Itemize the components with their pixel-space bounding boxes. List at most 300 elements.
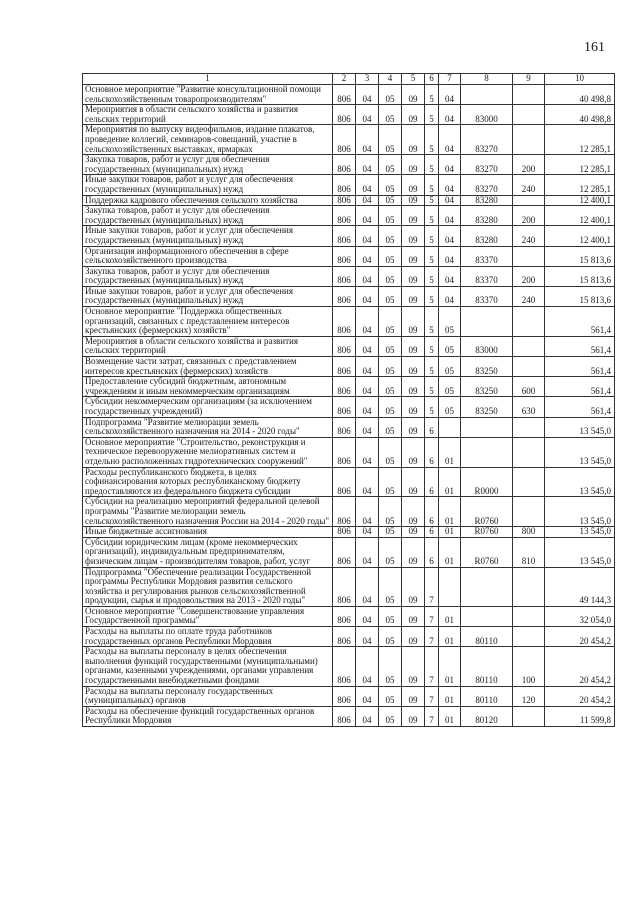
- table-row: [83, 357, 615, 377]
- header-cell: 10: [545, 74, 615, 85]
- code-direction: 83370: [461, 246, 513, 266]
- code-direction: R0760: [461, 537, 513, 567]
- code-direction: 83370: [461, 266, 513, 286]
- table-row: [83, 206, 615, 226]
- code-subprogram: 5: [425, 105, 439, 125]
- code-subsection: 05: [379, 527, 402, 538]
- code-expense-type: 600: [513, 377, 545, 397]
- code-subprogram: 7: [425, 706, 439, 726]
- code-section: 04: [356, 206, 379, 226]
- table-row: [83, 307, 615, 337]
- code-section: 04: [356, 647, 379, 686]
- code-section: 04: [356, 467, 379, 497]
- code-expense-type: 800: [513, 527, 545, 538]
- header-cell: 7: [439, 74, 461, 85]
- code-section: 04: [356, 195, 379, 206]
- row-amount: 12 400,1: [545, 195, 615, 206]
- code-section: 04: [356, 497, 379, 527]
- code-direction: [461, 417, 513, 437]
- row-description: Иные закупки товаров, работ и услуг для обеспечения государственных (муниципальных) нужд: [83, 286, 333, 306]
- code-subsection: 05: [379, 195, 402, 206]
- code-subprogram: 5: [425, 307, 439, 337]
- code-expense-type: [513, 85, 545, 105]
- row-amount: 12 400,1: [545, 226, 615, 246]
- code-admin: 806: [333, 206, 356, 226]
- table-row: [83, 85, 615, 105]
- code-program: 09: [402, 467, 425, 497]
- code-expense-type: [513, 606, 545, 626]
- code-program: 09: [402, 105, 425, 125]
- code-program: 09: [402, 706, 425, 726]
- code-activity: 05: [439, 336, 461, 356]
- code-subprogram: 6: [425, 437, 439, 467]
- row-description: Основное мероприятие "Строительство, реконструкция и техническое перевооружение мелиоративных систем и отдельно расположенных гидротехнических сооружений": [83, 437, 333, 467]
- code-admin: 806: [333, 105, 356, 125]
- code-subprogram: 7: [425, 567, 439, 606]
- code-program: 09: [402, 437, 425, 467]
- table-row: [83, 397, 615, 417]
- code-expense-type: 200: [513, 266, 545, 286]
- code-admin: 806: [333, 85, 356, 105]
- code-program: 09: [402, 226, 425, 246]
- table-row: [83, 437, 615, 467]
- header-cell: 9: [513, 74, 545, 85]
- code-admin: 806: [333, 246, 356, 266]
- code-subprogram: 5: [425, 206, 439, 226]
- code-subsection: 05: [379, 567, 402, 606]
- code-program: 09: [402, 397, 425, 417]
- code-activity: 01: [439, 627, 461, 647]
- code-program: 09: [402, 527, 425, 538]
- row-description: Организация информационного обеспечения в сфере сельскохозяйственного производства: [83, 246, 333, 266]
- code-direction: [461, 307, 513, 337]
- row-description: Расходы на выплаты по оплате труда работников государственных органов Республики Мордовия: [83, 627, 333, 647]
- code-program: 09: [402, 567, 425, 606]
- code-subprogram: 5: [425, 226, 439, 246]
- code-program: 09: [402, 266, 425, 286]
- code-activity: 04: [439, 175, 461, 195]
- code-activity: 04: [439, 226, 461, 246]
- code-expense-type: [513, 105, 545, 125]
- code-expense-type: [513, 567, 545, 606]
- code-subprogram: 6: [425, 497, 439, 527]
- code-program: 09: [402, 286, 425, 306]
- row-description: Основное мероприятие "Развитие консультационной помощи сельскохозяйственным товаропроизводителям": [83, 85, 333, 105]
- code-program: 09: [402, 377, 425, 397]
- code-subprogram: 5: [425, 246, 439, 266]
- row-amount: 11 599,8: [545, 706, 615, 726]
- code-expense-type: 100: [513, 647, 545, 686]
- row-amount: 32 054,0: [545, 606, 615, 626]
- row-description: Субсидии на реализацию мероприятий федеральной целевой программы "Развитие мелиорации земель сельскохозяйственного назначения России на 2014 - 2020 годы": [83, 497, 333, 527]
- code-program: 09: [402, 85, 425, 105]
- code-program: 09: [402, 206, 425, 226]
- row-amount: 15 813,6: [545, 246, 615, 266]
- row-amount: 561,4: [545, 397, 615, 417]
- code-section: 04: [356, 336, 379, 356]
- table-row: [83, 226, 615, 246]
- row-description: Закупка товаров, работ и услуг для обеспечения государственных (муниципальных) нужд: [83, 155, 333, 175]
- row-description: Мероприятия в области сельского хозяйства и развития сельских территорий: [83, 336, 333, 356]
- code-subprogram: 5: [425, 175, 439, 195]
- row-description: Мероприятия в области сельского хозяйства и развития сельских территорий: [83, 105, 333, 125]
- code-section: 04: [356, 266, 379, 286]
- code-direction: 83270: [461, 155, 513, 175]
- code-activity: 04: [439, 266, 461, 286]
- table-row: [83, 467, 615, 497]
- code-direction: 83280: [461, 226, 513, 246]
- code-activity: 01: [439, 437, 461, 467]
- row-description: Расходы на выплаты персоналу в целях обеспечения выполнения функций государственными (муниципальными) органами, казенными учреждениями, органами управления государственными внебюджетными фондами: [83, 647, 333, 686]
- code-section: 04: [356, 377, 379, 397]
- header-cell: 8: [461, 74, 513, 85]
- row-amount: 20 454,2: [545, 647, 615, 686]
- row-amount: 49 144,3: [545, 567, 615, 606]
- row-amount: 13 545,0: [545, 437, 615, 467]
- code-direction: 80110: [461, 647, 513, 686]
- code-expense-type: [513, 125, 545, 155]
- code-activity: 05: [439, 307, 461, 337]
- code-subsection: 05: [379, 686, 402, 706]
- code-expense-type: 200: [513, 155, 545, 175]
- table-row: [83, 377, 615, 397]
- code-subprogram: 6: [425, 537, 439, 567]
- code-expense-type: 120: [513, 686, 545, 706]
- code-direction: R0760: [461, 497, 513, 527]
- code-section: 04: [356, 105, 379, 125]
- row-description: Предоставление субсидий бюджетным, автономным учреждениям и иным некоммерческим организациям: [83, 377, 333, 397]
- code-subsection: 05: [379, 206, 402, 226]
- code-section: 04: [356, 85, 379, 105]
- row-description: Иные бюджетные ассигнования: [83, 527, 333, 538]
- code-program: 09: [402, 246, 425, 266]
- code-direction: 80110: [461, 627, 513, 647]
- code-section: 04: [356, 567, 379, 606]
- code-activity: 04: [439, 286, 461, 306]
- code-admin: 806: [333, 286, 356, 306]
- code-section: 04: [356, 246, 379, 266]
- code-subsection: 05: [379, 467, 402, 497]
- code-expense-type: [513, 437, 545, 467]
- code-direction: 80120: [461, 706, 513, 726]
- code-admin: 806: [333, 175, 356, 195]
- row-amount: 13 545,0: [545, 467, 615, 497]
- code-subsection: 05: [379, 437, 402, 467]
- table-row: [83, 125, 615, 155]
- code-subsection: 05: [379, 336, 402, 356]
- row-description: Расходы республиканского бюджета, в целях софинансирования которых республиканскому бюджету предоставляются из федерального бюджета субсидии: [83, 467, 333, 497]
- code-admin: 806: [333, 567, 356, 606]
- code-subprogram: 5: [425, 397, 439, 417]
- code-section: 04: [356, 286, 379, 306]
- row-amount: 40 498,8: [545, 85, 615, 105]
- row-description: Закупка товаров, работ и услуг для обеспечения государственных (муниципальных) нужд: [83, 266, 333, 286]
- code-subsection: 05: [379, 105, 402, 125]
- code-subsection: 05: [379, 627, 402, 647]
- code-subsection: 05: [379, 377, 402, 397]
- code-section: 04: [356, 606, 379, 626]
- code-program: 09: [402, 417, 425, 437]
- code-subsection: 05: [379, 606, 402, 626]
- code-subprogram: 7: [425, 606, 439, 626]
- code-admin: 806: [333, 417, 356, 437]
- row-description: Закупка товаров, работ и услуг для обеспечения государственных (муниципальных) нужд: [83, 206, 333, 226]
- code-expense-type: [513, 307, 545, 337]
- code-subprogram: 5: [425, 377, 439, 397]
- code-subprogram: 5: [425, 155, 439, 175]
- table-row: [83, 527, 615, 538]
- code-section: 04: [356, 686, 379, 706]
- code-admin: 806: [333, 706, 356, 726]
- row-description: Подпрограмма "Обеспечение реализации Государственной программы Республики Мордовия развития сельского хозяйства и регулирования рынков сельскохозяйственной продукции, сырья и продовольствия на 2013 - 2020 годы": [83, 567, 333, 606]
- code-section: 04: [356, 307, 379, 337]
- code-admin: 806: [333, 606, 356, 626]
- row-amount: 20 454,2: [545, 627, 615, 647]
- code-subprogram: 7: [425, 627, 439, 647]
- code-subprogram: 5: [425, 266, 439, 286]
- header-cell: 6: [425, 74, 439, 85]
- code-section: 04: [356, 627, 379, 647]
- code-activity: 05: [439, 377, 461, 397]
- header-cell: 1: [83, 74, 333, 85]
- code-direction: 83250: [461, 377, 513, 397]
- row-description: Подпрограмма "Развитие мелиорации земель сельскохозяйственного назначения на 2014 - 2020 годы": [83, 417, 333, 437]
- code-activity: 05: [439, 357, 461, 377]
- code-direction: 83370: [461, 286, 513, 306]
- row-amount: 15 813,6: [545, 266, 615, 286]
- row-amount: 12 285,1: [545, 125, 615, 155]
- table-row: [83, 175, 615, 195]
- code-direction: 83000: [461, 336, 513, 356]
- code-subsection: 05: [379, 397, 402, 417]
- code-section: 04: [356, 226, 379, 246]
- code-expense-type: [513, 246, 545, 266]
- code-subsection: 05: [379, 417, 402, 437]
- code-activity: 04: [439, 206, 461, 226]
- code-admin: 806: [333, 397, 356, 417]
- code-section: 04: [356, 397, 379, 417]
- code-expense-type: 240: [513, 175, 545, 195]
- code-section: 04: [356, 125, 379, 155]
- code-direction: 83250: [461, 357, 513, 377]
- code-activity: 05: [439, 397, 461, 417]
- code-subsection: 05: [379, 266, 402, 286]
- row-amount: 561,4: [545, 307, 615, 337]
- code-subsection: 05: [379, 226, 402, 246]
- code-subprogram: 6: [425, 527, 439, 538]
- code-expense-type: 240: [513, 286, 545, 306]
- code-section: 04: [356, 357, 379, 377]
- code-subprogram: 5: [425, 286, 439, 306]
- row-amount: 13 545,0: [545, 537, 615, 567]
- code-direction: [461, 567, 513, 606]
- code-activity: 01: [439, 467, 461, 497]
- code-subprogram: 5: [425, 357, 439, 377]
- code-admin: 806: [333, 627, 356, 647]
- row-amount: 40 498,8: [545, 105, 615, 125]
- row-amount: 12 400,1: [545, 206, 615, 226]
- code-direction: 83000: [461, 105, 513, 125]
- code-program: 09: [402, 537, 425, 567]
- code-direction: [461, 85, 513, 105]
- code-admin: 806: [333, 467, 356, 497]
- row-amount: 561,4: [545, 336, 615, 356]
- table-row: [83, 537, 615, 567]
- code-section: 04: [356, 537, 379, 567]
- code-expense-type: 630: [513, 397, 545, 417]
- row-amount: 561,4: [545, 357, 615, 377]
- code-direction: 80110: [461, 686, 513, 706]
- header-cell: 2: [333, 74, 356, 85]
- code-subprogram: 6: [425, 417, 439, 437]
- code-activity: [439, 417, 461, 437]
- code-expense-type: 810: [513, 537, 545, 567]
- code-program: 09: [402, 606, 425, 626]
- table-row: [83, 567, 615, 606]
- code-activity: [439, 567, 461, 606]
- table-row: [83, 706, 615, 726]
- code-subprogram: 5: [425, 125, 439, 155]
- code-admin: 806: [333, 307, 356, 337]
- code-activity: 04: [439, 85, 461, 105]
- row-amount: 20 454,2: [545, 686, 615, 706]
- row-description: Поддержка кадрового обеспечения сельского хозяйства: [83, 195, 333, 206]
- row-description: Расходы на выплаты персоналу государственных (муниципальных) органов: [83, 686, 333, 706]
- code-section: 04: [356, 706, 379, 726]
- code-program: 09: [402, 307, 425, 337]
- code-expense-type: 200: [513, 206, 545, 226]
- code-program: 09: [402, 686, 425, 706]
- code-subsection: 05: [379, 125, 402, 155]
- code-activity: 01: [439, 606, 461, 626]
- row-description: Основное мероприятие "Поддержка общественных организаций, связанных с представлением интересов крестьянских (фермерских) хозяйств": [83, 307, 333, 337]
- code-expense-type: [513, 627, 545, 647]
- table-row: [83, 195, 615, 206]
- row-description: Субсидии юридическим лицам (кроме некоммерческих организаций), индивидуальным предпринимателям, физическим лицам - производителям товаров, работ, услуг: [83, 537, 333, 567]
- code-section: 04: [356, 437, 379, 467]
- code-activity: 01: [439, 686, 461, 706]
- code-admin: 806: [333, 497, 356, 527]
- code-section: 04: [356, 155, 379, 175]
- table-row: [83, 497, 615, 527]
- row-amount: 13 545,0: [545, 527, 615, 538]
- code-subprogram: 5: [425, 85, 439, 105]
- code-activity: 04: [439, 125, 461, 155]
- code-subsection: 05: [379, 357, 402, 377]
- code-direction: 83250: [461, 397, 513, 417]
- code-activity: 04: [439, 105, 461, 125]
- table-row: [83, 105, 615, 125]
- code-admin: 806: [333, 686, 356, 706]
- code-program: 09: [402, 175, 425, 195]
- code-program: 09: [402, 195, 425, 206]
- code-admin: 806: [333, 377, 356, 397]
- code-subsection: 05: [379, 537, 402, 567]
- code-subsection: 05: [379, 246, 402, 266]
- code-admin: 806: [333, 195, 356, 206]
- code-subprogram: 7: [425, 686, 439, 706]
- row-description: Иные закупки товаров, работ и услуг для обеспечения государственных (муниципальных) нужд: [83, 226, 333, 246]
- code-program: 09: [402, 627, 425, 647]
- code-activity: 04: [439, 195, 461, 206]
- code-section: 04: [356, 417, 379, 437]
- code-program: 09: [402, 155, 425, 175]
- code-subprogram: 5: [425, 195, 439, 206]
- code-program: 09: [402, 336, 425, 356]
- header-cell: 3: [356, 74, 379, 85]
- code-expense-type: 240: [513, 226, 545, 246]
- code-admin: 806: [333, 226, 356, 246]
- code-admin: 806: [333, 125, 356, 155]
- code-program: 09: [402, 647, 425, 686]
- code-admin: 806: [333, 537, 356, 567]
- row-description: Субсидии некоммерческим организациям (за исключением государственных учреждений): [83, 397, 333, 417]
- code-admin: 806: [333, 155, 356, 175]
- code-admin: 806: [333, 357, 356, 377]
- code-section: 04: [356, 175, 379, 195]
- code-subsection: 05: [379, 647, 402, 686]
- row-description: Возмещение части затрат, связанных с представлением интересов крестьянских (фермерских) хозяйств: [83, 357, 333, 377]
- code-subprogram: 6: [425, 467, 439, 497]
- code-subsection: 05: [379, 85, 402, 105]
- code-subsection: 05: [379, 175, 402, 195]
- code-admin: 806: [333, 437, 356, 467]
- row-description: Мероприятия по выпуску видеофильмов, издание плакатов, проведение коллегий, семинаров-совещаний, участие в сельскохозяйственных выставках, ярмарках: [83, 125, 333, 155]
- code-subsection: 05: [379, 286, 402, 306]
- row-amount: 13 545,0: [545, 417, 615, 437]
- code-program: 09: [402, 497, 425, 527]
- code-expense-type: [513, 706, 545, 726]
- row-amount: 15 813,6: [545, 286, 615, 306]
- code-activity: 04: [439, 246, 461, 266]
- page-number: 161: [584, 40, 605, 55]
- table-row: [83, 286, 615, 306]
- code-direction: R0000: [461, 467, 513, 497]
- code-subsection: 05: [379, 497, 402, 527]
- row-description: Расходы на обеспечение функций государственных органов Республики Мордовия: [83, 706, 333, 726]
- table-row: [83, 417, 615, 437]
- code-subprogram: 5: [425, 336, 439, 356]
- code-activity: 01: [439, 647, 461, 686]
- code-expense-type: [513, 497, 545, 527]
- row-amount: 12 285,1: [545, 175, 615, 195]
- code-direction: 83270: [461, 175, 513, 195]
- row-description: Основное мероприятие "Совершенствование управления Государственной программы": [83, 606, 333, 626]
- code-admin: 806: [333, 266, 356, 286]
- row-amount: 561,4: [545, 377, 615, 397]
- code-activity: 04: [439, 155, 461, 175]
- code-program: 09: [402, 357, 425, 377]
- header-cell: 4: [379, 74, 402, 85]
- code-subsection: 05: [379, 155, 402, 175]
- code-direction: 83280: [461, 195, 513, 206]
- code-direction: 83270: [461, 125, 513, 155]
- code-expense-type: [513, 195, 545, 206]
- code-subsection: 05: [379, 307, 402, 337]
- code-admin: 806: [333, 527, 356, 538]
- code-activity: 01: [439, 497, 461, 527]
- code-direction: R0760: [461, 527, 513, 538]
- code-expense-type: [513, 417, 545, 437]
- table-row: [83, 606, 615, 626]
- code-expense-type: [513, 467, 545, 497]
- table-row: [83, 266, 615, 286]
- code-expense-type: [513, 336, 545, 356]
- code-activity: 01: [439, 527, 461, 538]
- table-row: [83, 647, 615, 686]
- code-direction: [461, 606, 513, 626]
- code-admin: 806: [333, 647, 356, 686]
